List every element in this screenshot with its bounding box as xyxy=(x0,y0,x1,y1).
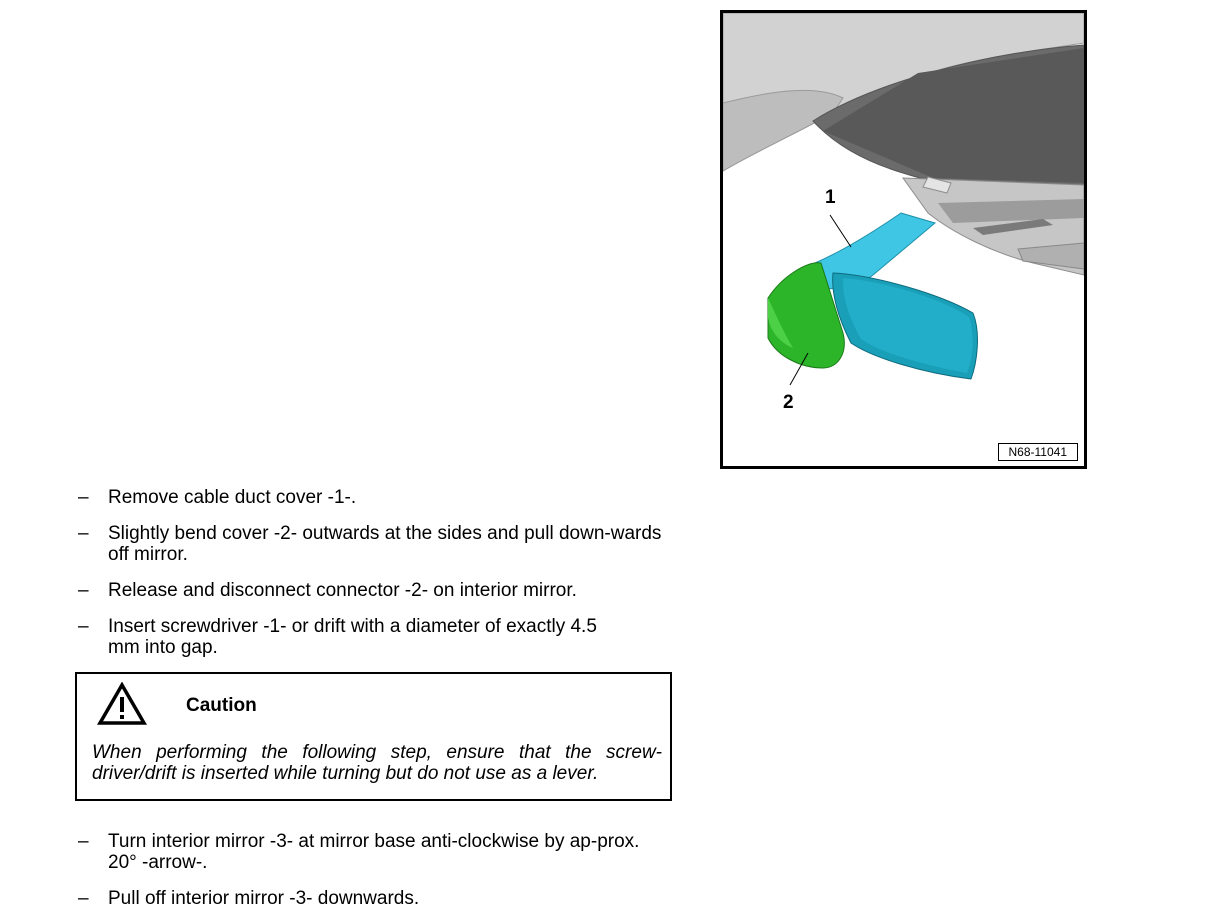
step-dash: – xyxy=(78,831,89,852)
caution-text: When performing the following step, ensure that the screw-driver/drift is inserted while turning but do not use as a lever. xyxy=(92,742,662,784)
step-item xyxy=(78,616,613,658)
mirror-face-shape xyxy=(843,278,973,373)
caution-title: Caution xyxy=(186,695,257,716)
step-dash: – xyxy=(78,616,89,637)
steps-list-bottom xyxy=(78,831,678,909)
mirror-illustration xyxy=(720,10,1087,469)
steps-list-top xyxy=(78,487,678,658)
step-item xyxy=(78,487,678,508)
warning-triangle-icon xyxy=(97,682,147,726)
caution-box xyxy=(75,672,672,801)
callout-1: 1 xyxy=(825,187,836,208)
step-dash: – xyxy=(78,888,89,909)
step-text: Insert screwdriver -1- or drift with a diameter of exactly 4.5 mm into gap. xyxy=(108,616,597,658)
step-text: Slightly bend cover -2- outwards at the sides and pull down-wards off mirror. xyxy=(108,523,662,565)
step-dash: – xyxy=(78,580,89,601)
step-dash: – xyxy=(78,523,89,544)
step-dash: – xyxy=(78,487,89,508)
step-text: Turn interior mirror -3- at mirror base anti-clockwise by ap-prox. 20° -arrow-. xyxy=(108,831,640,873)
step-item xyxy=(78,523,662,565)
leader-line-1 xyxy=(830,215,851,247)
mirror-drawing xyxy=(723,13,1084,466)
step-text: Release and disconnect connector -2- on interior mirror. xyxy=(108,580,577,601)
step-item xyxy=(78,580,678,601)
step-text: Remove cable duct cover -1-. xyxy=(108,487,357,508)
callout-2: 2 xyxy=(783,392,794,413)
step-text: Pull off interior mirror -3- downwards. xyxy=(108,888,420,909)
step-item xyxy=(78,888,678,909)
figure-code: N68-11041 xyxy=(998,443,1079,461)
step-item xyxy=(78,831,648,873)
